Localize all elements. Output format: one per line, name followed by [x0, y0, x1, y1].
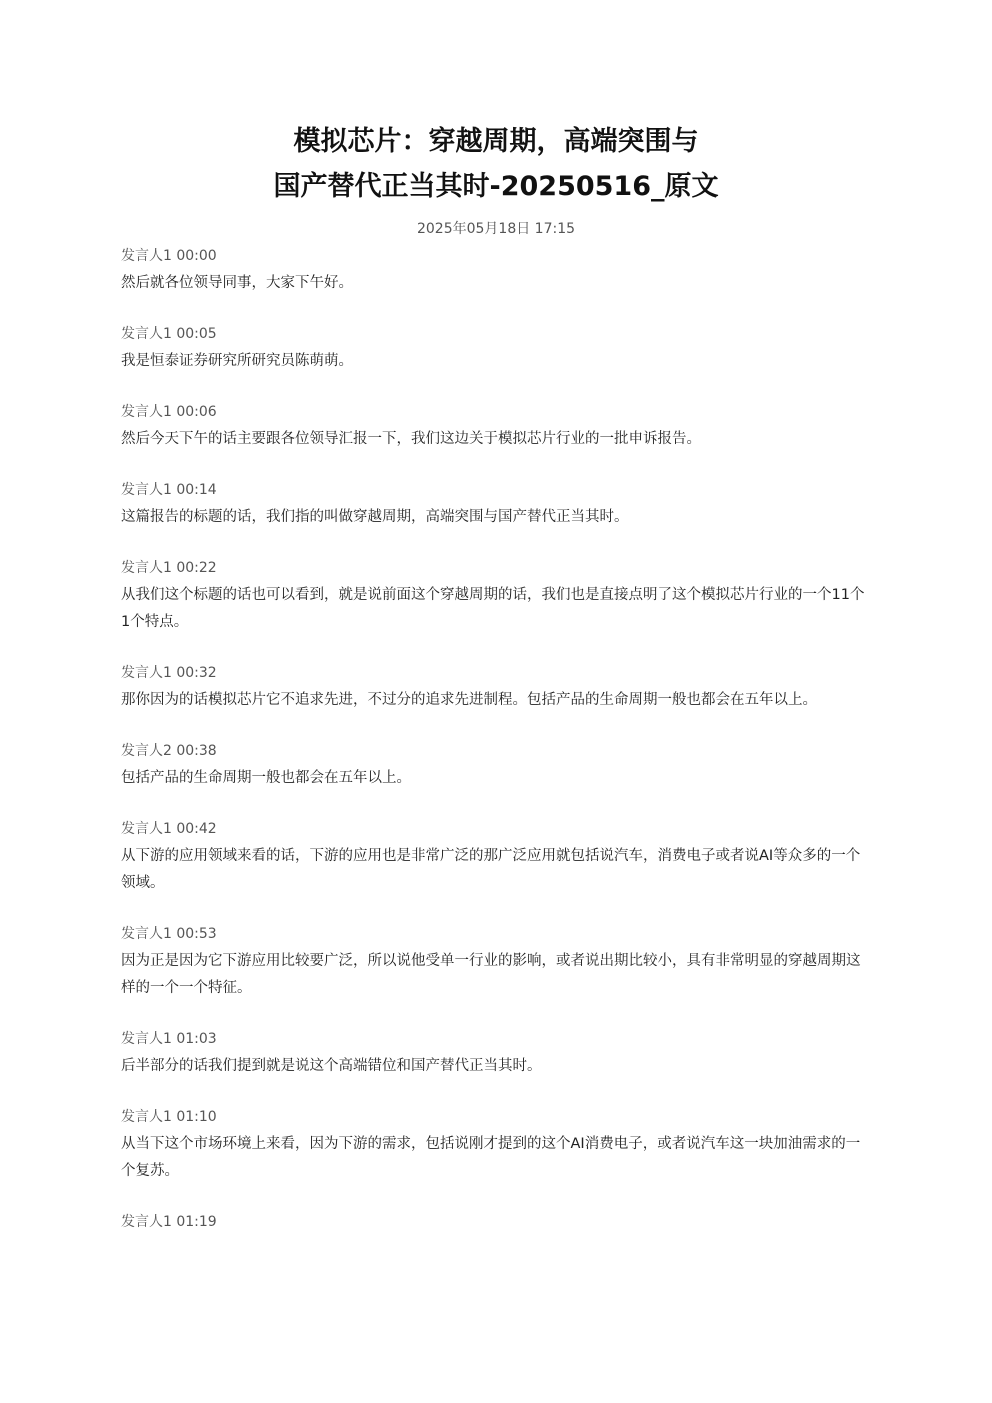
utterance-text: 因为正是因为它下游应用比较要广泛，所以说他受单一行业的影响，或者说出期比较小，具有非常明显的穿越周期这样的一个一个特征。	[121, 953, 861, 996]
utterance-text: 这篇报告的标题的话，我们指的叫做穿越周期，高端突围与国产替代正当其时。	[121, 509, 629, 525]
utterance-text: 从当下这个市场环境上来看，因为下游的需求，包括说刚才提到的这个AI消费电子，或者说汽车这一块加油需求的一个复苏。	[121, 1136, 861, 1179]
speaker-timestamp: 发言人1 00:05	[121, 326, 217, 342]
utterance-text: 然后今天下午的话主要跟各位领导汇报一下，我们这边关于模拟芯片行业的一批申诉报告。	[121, 431, 701, 447]
speaker-timestamp: 发言人1 00:14	[121, 482, 217, 498]
utterance-text: 那你因为的话模拟芯片它不追求先进，不过分的追求先进制程。包括产品的生命周期一般也都会在五年以上。	[121, 692, 817, 708]
document-title-line-2: 国产替代正当其时-20250516_原文	[273, 171, 719, 202]
transcript-segment	[121, 244, 873, 297]
speaker-timestamp: 发言人1 00:42	[121, 821, 217, 837]
transcript-segment	[121, 739, 873, 792]
transcript-segment	[121, 400, 873, 453]
document-datetime: 2025年05月18日 17:15	[416, 221, 576, 237]
speaker-timestamp: 发言人2 00:38	[121, 743, 217, 759]
speaker-timestamp: 发言人1 01:03	[121, 1031, 217, 1047]
transcript-segment	[121, 922, 873, 1002]
transcript-segment	[121, 322, 873, 375]
transcript	[121, 244, 873, 1259]
speaker-timestamp: 发言人1 00:32	[121, 665, 217, 681]
utterance-text: 我是恒泰证券研究所研究员陈萌萌。	[121, 353, 353, 369]
document-title-line-1: 模拟芯片：穿越周期，高端突围与	[293, 126, 699, 157]
transcript-segment	[121, 556, 873, 636]
transcript-segment	[121, 478, 873, 531]
utterance-text: 从我们这个标题的话也可以看到，就是说前面这个穿越周期的话，我们也是直接点明了这个模拟芯片行业的一个11个1个特点。	[121, 587, 865, 630]
speaker-timestamp: 发言人1 01:19	[121, 1214, 217, 1230]
speaker-timestamp: 发言人1 00:22	[121, 560, 217, 576]
transcript-segment	[121, 1105, 873, 1185]
utterance-text: 从下游的应用领域来看的话，下游的应用也是非常广泛的那广泛应用就包括说汽车，消费电子或者说AI等众多的一个领域。	[121, 848, 861, 891]
transcript-segment	[121, 661, 873, 714]
transcript-segment	[121, 817, 873, 897]
utterance-text: 包括产品的生命周期一般也都会在五年以上。	[121, 770, 411, 786]
utterance-text: 然后就各位领导同事，大家下午好。	[121, 275, 353, 291]
transcript-segment	[121, 1210, 873, 1234]
speaker-timestamp: 发言人1 01:10	[121, 1109, 217, 1125]
transcript-segment	[121, 1027, 873, 1080]
utterance-text: 后半部分的话我们提到就是说这个高端错位和国产替代正当其时。	[121, 1058, 542, 1074]
speaker-timestamp: 发言人1 00:53	[121, 926, 217, 942]
speaker-timestamp: 发言人1 00:00	[121, 248, 217, 264]
speaker-timestamp: 发言人1 00:06	[121, 404, 217, 420]
